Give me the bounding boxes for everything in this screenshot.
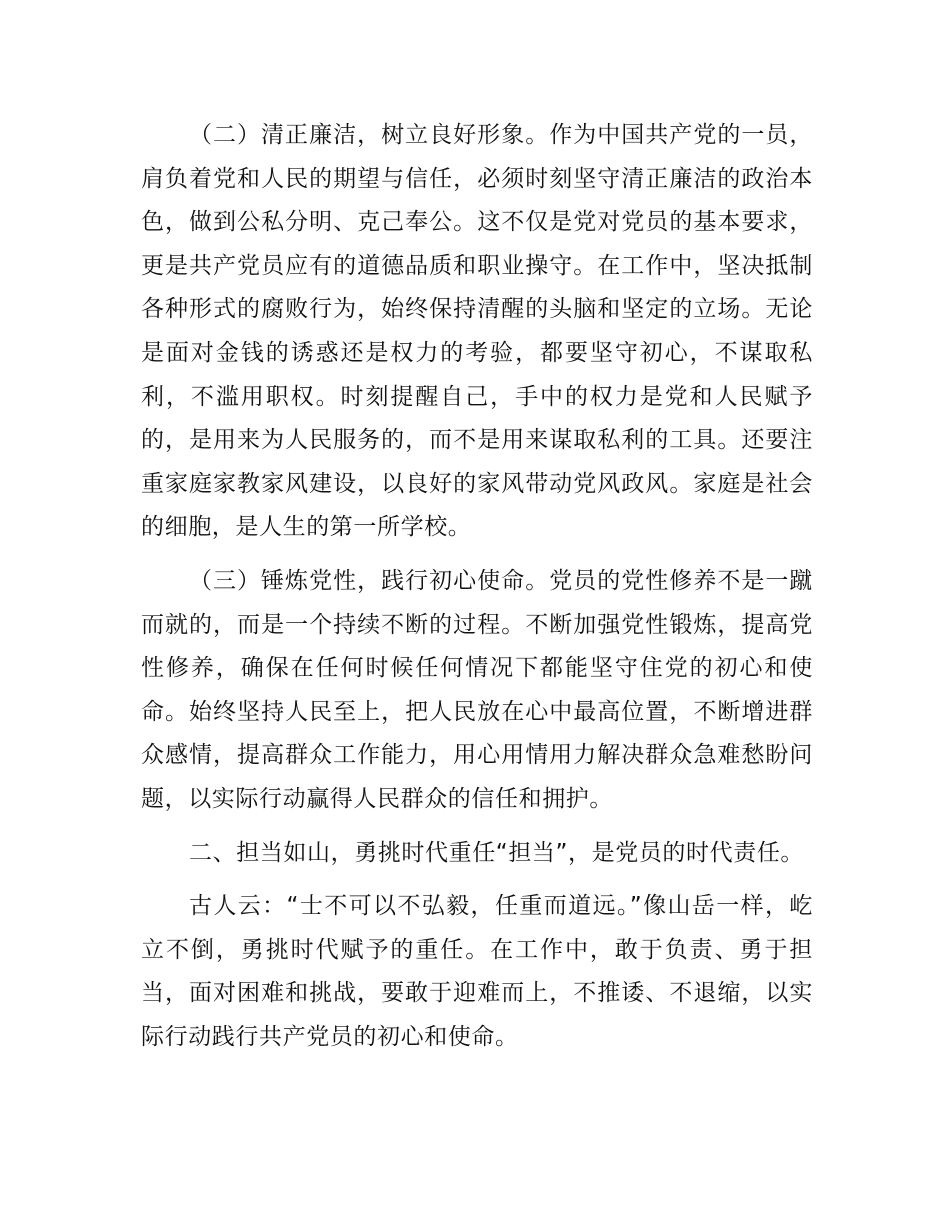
paragraph-ancient-saying: 古人云：“士不可以不弘毅，任重而道远。”像山岳一样，屹立不倒，勇挑时代赋予的重任。在工作中，敢于负责、勇于担当，面对困难和挑战，要敢于迎难而上，不推诿、不退缩，以实际行动践行共产党员的初心和使命。 xyxy=(141,893,813,1050)
section-heading-responsibility: 二、担当如山，勇挑时代重任“担当”，是党员的时代责任。 xyxy=(189,839,805,866)
paragraph-party-spirit: （三）锤炼党性，践行初心使命。党员的党性修养不是一蹴而就的，而是一个持续不断的过程。不断加强党性锻炼，提高党性修养，确保在任何时候任何情况下都能坚守住党的初心和使命。始终坚持人民至上，把人民放在心中最高位置，不断增进群众感情，提高群众工作能力，用心用情用力解决群众急难愁盼问题，以实际行动赢得人民群众的信任和拥护。 xyxy=(141,567,813,812)
paragraph-integrity: （二）清正廉洁，树立良好形象。作为中国共产党的一员，肩负着党和人民的期望与信任，必须时刻坚守清正廉洁的政治本色，做到公私分明、克己奉公。这不仅是党对党员的基本要求，更是共产党员应有的道德品质和职业操守。在工作中，坚决抵制各种形式的腐败行为，始终保持清醒的头脑和坚定的立场。无论是面对金钱的诱惑还是权力的考验，都要坚守初心，不谋取私利，不滥用职权。时刻提醒自己，手中的权力是党和人民赋予的，是用来为人民服务的，而不是用来谋取私利的工具。还要注重家庭家教家风建设，以良好的家风带动党风政风。家庭是社会的细胞，是人生的第一所学校。 xyxy=(141,122,813,541)
document-body xyxy=(141,114,813,1069)
